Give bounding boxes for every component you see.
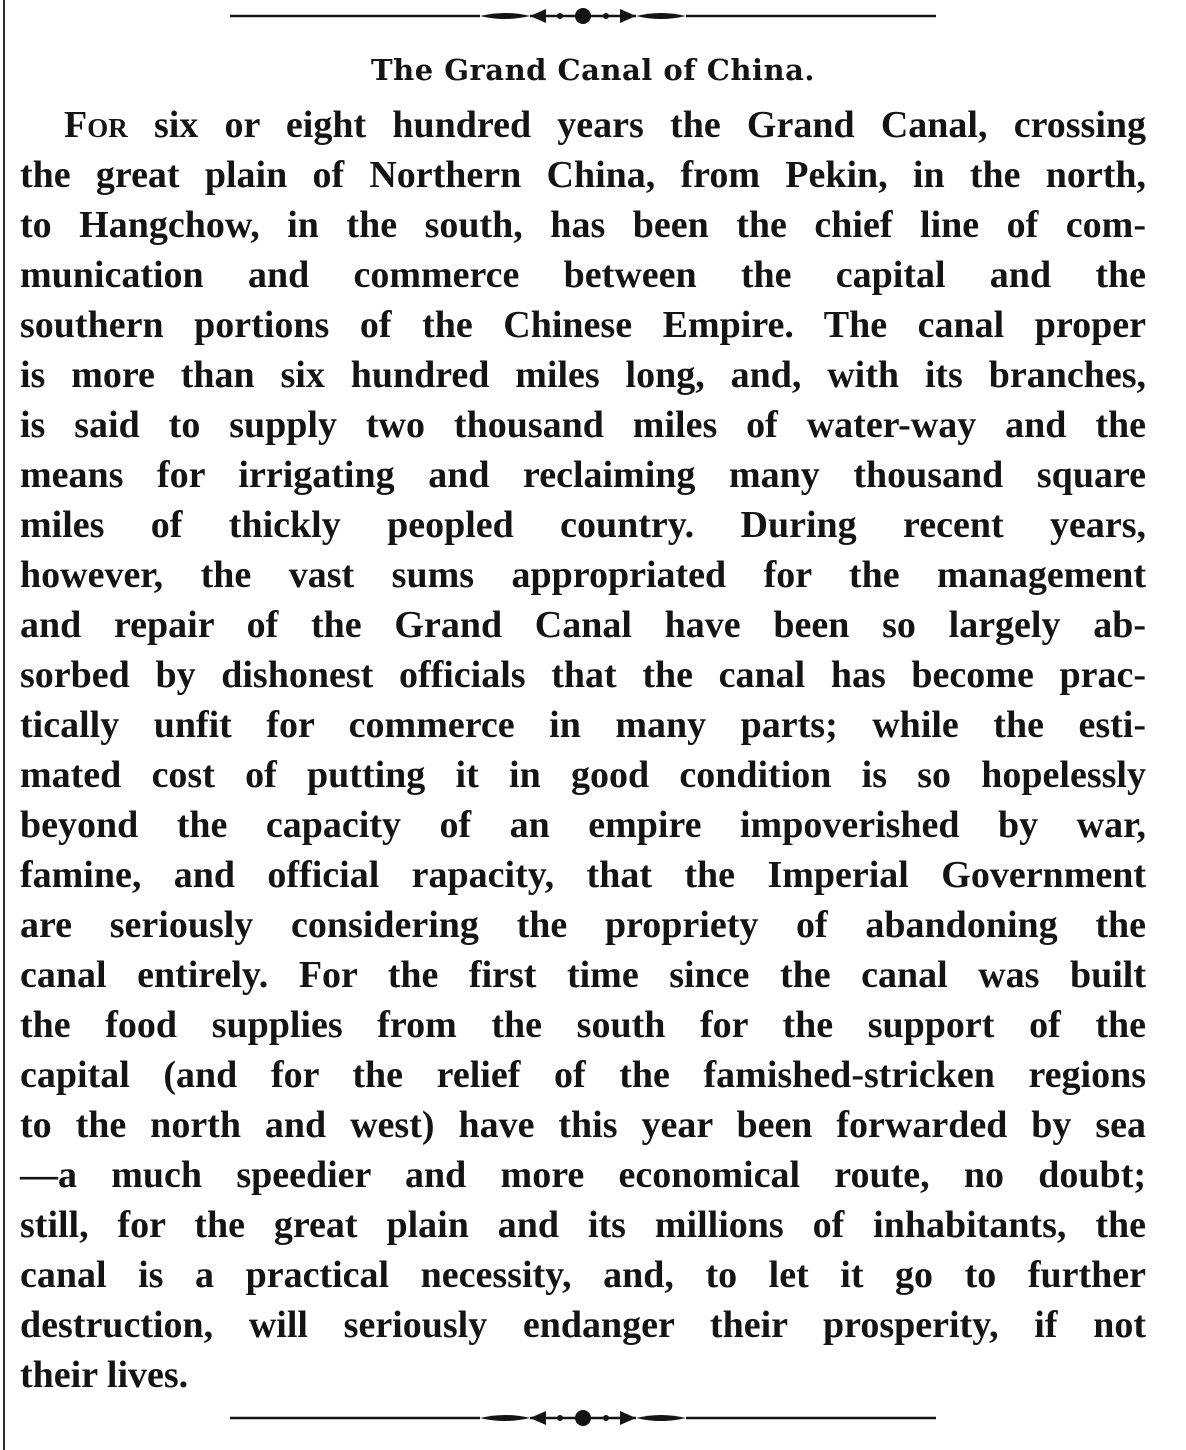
article-line: canal is a practical necessity, and, to let it go to further	[20, 1254, 1146, 1296]
article-line: their lives.	[20, 1354, 189, 1396]
article-line: munication and commerce between the capital and the	[20, 254, 1146, 296]
article-line: to Hangchow, in the south, has been the chief line of com-	[20, 204, 1146, 246]
top-ornament-divider	[230, 4, 936, 28]
article-line: however, the vast sums appropriated for the management	[20, 554, 1146, 596]
article-line: beyond the capacity of an empire impoverished by war,	[20, 804, 1146, 846]
article-line	[20, 100, 1146, 150]
article-line: tically unfit for commerce in many parts; while the esti-	[20, 704, 1146, 746]
article-line: sorbed by dishonest officials that the canal has become prac-	[20, 654, 1146, 696]
article-line: famine, and official rapacity, that the Imperial Government	[20, 854, 1146, 896]
column-rule	[3, 0, 5, 1450]
lead-word: For	[64, 104, 128, 146]
article-line: is said to supply two thousand miles of water-way and the	[20, 404, 1146, 446]
ornament-icon	[230, 4, 936, 28]
article-line: —a much speedier and more economical route, no doubt;	[20, 1154, 1146, 1196]
article-line: means for irrigating and reclaiming many thousand square	[20, 454, 1146, 496]
article-line: southern portions of the Chinese Empire. The canal proper	[20, 304, 1146, 346]
ornament-icon	[230, 1406, 936, 1430]
article-line: miles of thickly peopled country. During recent years,	[20, 504, 1146, 546]
article-body	[20, 100, 1146, 1400]
article-line: the food supplies from the south for the support of the	[20, 1004, 1146, 1046]
article-line: canal entirely. For the first time since the canal was built	[20, 954, 1146, 996]
bottom-ornament-divider	[230, 1406, 936, 1430]
article-line: still, for the great plain and its millions of inhabitants, the	[20, 1204, 1146, 1246]
article-line: is more than six hundred miles long, and, with its branches,	[20, 354, 1146, 396]
article-line: mated cost of putting it in good condition is so hopelessly	[20, 754, 1146, 796]
article-line: and repair of the Grand Canal have been so largely ab-	[20, 604, 1146, 646]
first-line-text: six or eight hundred years the Grand Canal, crossing	[153, 104, 1147, 146]
article-line: are seriously considering the propriety of abandoning the	[20, 904, 1146, 946]
article-line: the great plain of Northern China, from Pekin, in the north,	[20, 154, 1146, 196]
article-line: to the north and west) have this year been forwarded by sea	[20, 1104, 1146, 1146]
article-line: capital (and for the relief of the famished-stricken regions	[20, 1054, 1146, 1096]
article-line: destruction, will seriously endanger their prosperity, if not	[20, 1304, 1146, 1346]
article-title: The Grand Canal of China.	[371, 53, 815, 87]
